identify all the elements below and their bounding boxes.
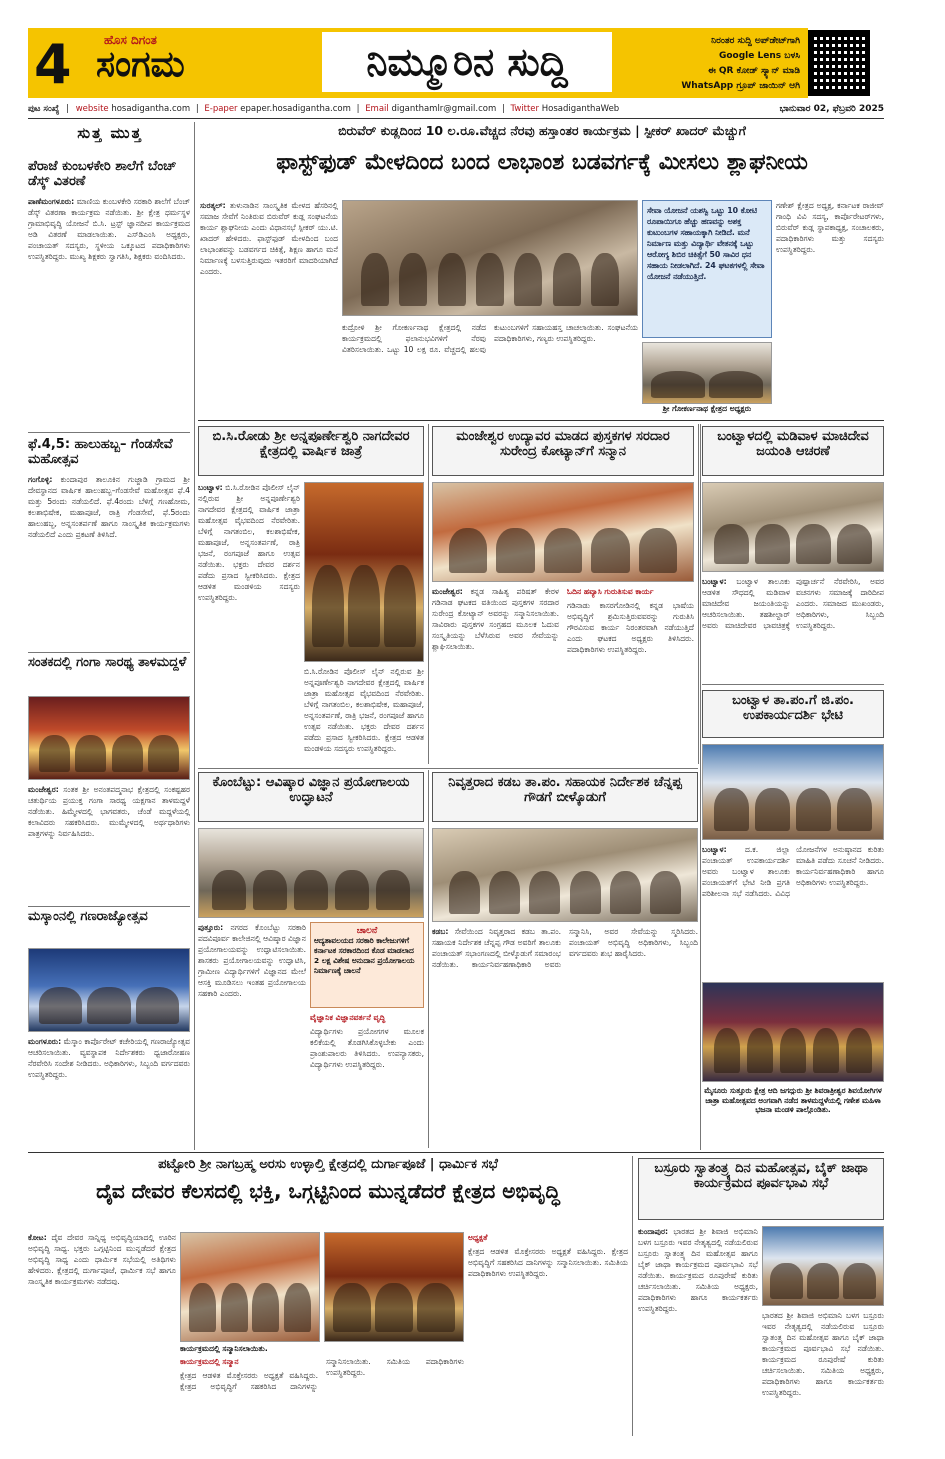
story-kicker: ಮಂಜೇಶ್ವರ: — [432, 587, 463, 596]
story-kicker: ಕೋಟ: — [28, 1233, 47, 1242]
divider — [198, 768, 698, 769]
story-photo — [702, 482, 884, 572]
story-photo — [28, 948, 190, 1032]
page-number: 4 — [34, 33, 72, 96]
lead-text: ಗಣೇಶ್ ಕ್ಷೇತ್ರದ ಅಧ್ಯಕ್ಷ, ಕರ್ನಾಟಕ ರಾಜೀವ್ ಗಾಂಧಿ ವಿವಿ ಸದಸ್ಯ, ಕಾರ್ಪೊರೇಟರ್‌ಗಳು, ಬಿರುವೆರ್ ಕುಡ್ಲ ಸ್ಥಾಪಕಾಧ್ಯಕ್ಷ, ಸಂಚಾಲಕರು, ಪದಾಧಿಕಾರಿಗಳು ಮತ್ತು ಸದಸ್ಯರು ಉಪಸ್ಥಿತರಿದ್ದರು. — [776, 201, 884, 254]
divider — [28, 906, 190, 907]
story-text: ಬಿ.ಸಿ.ರೋಡಿನ ಪೊಲೀಸ್ ಲೈನ್ ನಲ್ಲಿರುವ ಶ್ರೀ ಅನ್ನಪೂರ್ಣೇಶ್ವರಿ ನಾಗದೇವರ ಕ್ಷೇತ್ರದಲ್ಲಿ ವಾರ್ಷಿಕ ಜಾತ್ರಾ ಮಹೋತ್ಸವ ವೈಭವದಿಂದ ನೆರವೇರಿತು. ಬೆಳಿಗ್ಗೆ ನಾಗತಂಬಿಲ, ಕಲಶಾಭಿಷೇಕ, ಮಹಾಪೂಜೆ, ಅನ್ನಸಂತರ್ಪಣೆ, ರಾತ್ರಿ ಭಜನೆ, ರಂಗಪೂಜೆ ಹಾಗೂ ಉತ್ಸವ ನಡೆಯಿತು. ಭಕ್ತರು ದೇವರ ದರ್ಶನ ಪಡೆದು ಪ್ರಸಾದ ಸ್ವೀಕರಿಸಿದರು. ಕ್ಷೇತ್ರದ ಆಡಳಿತ ಮಂಡಳಿಯ ಸದಸ್ಯರು ಉಪಸ್ಥಿತರಿದ್ದರು. — [304, 667, 424, 753]
story-text: ಭಾರತದ ಶ್ರೀ ಶಿವಾಜಿ ಅಭಿಮಾನಿ ಬಳಗ ಬಸ್ರೂರು ಇವರ ನೇತೃತ್ವದಲ್ಲಿ ನಡೆಯಲಿರುವ ಬಸ್ರೂರು ಸ್ವಾತಂತ್ರ್ಯ ದಿನ ಮಹೋತ್ಸವ ಹಾಗೂ ಬೈಕ್ ಜಾಥಾ ಕಾರ್ಯಕ್ರಮದ ಪೂರ್ವಭಾವಿ ಸಭೆ ನಡೆಯಿತು. ಕಾರ್ಯಕ್ರಮದ ರೂಪುರೇಷೆ ಕುರಿತು ಚರ್ಚಿಸಲಾಯಿತು. ಸಮಿತಿಯ ಅಧ್ಯಕ್ಷರು, ಪದಾಧಿಕಾರಿಗಳು ಹಾಗೂ ಕಾರ್ಯಕರ್ತರು ಉಪಸ್ಥಿತರಿದ್ದರು. — [762, 1311, 884, 1397]
story-text: ಮೆಸ್ಕಾಂ ಕಾರ್ಪೊರೇಟ್ ಕಚೇರಿಯಲ್ಲಿ ಗಣರಾಜ್ಯೋತ್ಸವ ಆಚರಿಸಲಾಯಿತು. ವ್ಯವಸ್ಥಾಪಕ ನಿರ್ದೇಶಕರು ಧ್ವಜಾರೋಹಣ ನೆರವೇರಿಸಿ ಸಂದೇಶ ನೀಡಿದರು. ಅಧಿಕಾರಿಗಳು, ಸಿಬ್ಬಂದಿ ವರ್ಗದವರು ಉಪಸ್ಥಿತರಿದ್ದರು. — [28, 1037, 190, 1079]
story-body — [638, 1226, 758, 1434]
divider — [198, 420, 884, 421]
story-body — [198, 922, 306, 1144]
story-photo — [702, 982, 884, 1082]
story-photo — [702, 744, 884, 840]
column-rule — [698, 424, 699, 764]
story-photo — [762, 1226, 884, 1306]
sidebar-box — [310, 922, 424, 1008]
story-text: ಕನ್ನಡ ಸಾಹಿತ್ಯ ಪರಿಷತ್ ಕೇರಳ ಗಡಿನಾಡ ಘಟಕದ ವತಿಯಿಂದ ಪುಸ್ತಕಗಳ ಸರದಾರ ಸುರೇಂದ್ರ ಕೋಟ್ಯಾನ್ ಅವರನ್ನು ಸನ್ಮಾನಿಸಲಾಯಿತು. ಸಾವಿರಾರು ಪುಸ್ತಕಗಳ ಸಂಗ್ರಹದ ಮೂಲಕ ಓದುವ ಸಂಸ್ಕೃತಿಯನ್ನು ಬೆಳೆಸಿರುವ ಅವರ ಸೇವೆಯನ್ನು ಶ್ಲಾಘಿಸಲಾಯಿತು. — [432, 587, 559, 651]
story-text: ಬಂಟ್ವಾಳ ತಾಲೂಕು ಆಡಳಿತ ಸೌಧದಲ್ಲಿ ಮಡಿವಾಳ ಮಾಚಿದೇವ ಜಯಂತಿಯನ್ನು ಆಚರಿಸಲಾಯಿತು. ತಹಶೀಲ್ದಾರ್ ಅವರು ಮಾಚಿದೇವರ ಭಾವಚಿತ್ರಕ್ಕೆ ಪುಷ್ಪಾರ್ಚನೆ ನೆರವೇರಿಸಿ, ಅವರ ವಚನಗಳು ಸಮಾಜಕ್ಕೆ ದಾರಿದೀಪ ಎಂದರು. ಸಮಾಜದ ಮುಖಂಡರು, ಅಧಿಕಾರಿಗಳು, ಸಿಬ್ಬಂದಿ ಉಪಸ್ಥಿತರಿದ್ದರು. — [702, 577, 884, 630]
qr-caption-line: ನಿರಂತರ ಸುದ್ದಿ ಅಪ್‌ಡೇಟ್‌ಗಾಗಿ — [711, 36, 800, 46]
column-rule — [700, 424, 701, 1150]
story-body-cont — [310, 1012, 424, 1144]
story-text: ಕುಂದಾಪುರ ತಾಲೂಕಿನ ಗುಜ್ಜಾಡಿ ಗ್ರಾಮದ ಶ್ರೀ ದೇವಸ್ಥಾನದ ವಾರ್ಷಿಕ ಹಾಲುಹಬ್ಬ–ಗೆಂಡಸೇವೆ ಮಹೋತ್ಸವ ಫೆ.4 ಮತ್ತು 5ರಂದು ನಡೆಯಲಿದೆ. ಫೆ.4ರಂದು ಬೆಳಿಗ್ಗೆ ಗಣಹೋಮ, ಕಲಶಾಭಿಷೇಕ, ಮಹಾಪೂಜೆ, ರಾತ್ರಿ ಗೆಂಡಸೇವೆ, ಫೆ.5ರಂದು ಹಾಲುಹಬ್ಬ, ಅನ್ನಸಂತರ್ಪಣೆ ಹಾಗೂ ಸಾಂಸ್ಕೃತಿಕ ಕಾರ್ಯಕ್ರಮಗಳು ನಡೆಯಲಿದೆ ಎಂದು ಪ್ರಕಟಣೆ ತಿಳಿಸಿದೆ. — [28, 475, 190, 539]
lead-photo — [342, 200, 638, 316]
story-photo — [432, 482, 694, 582]
story-text: ಕ್ಷೇತ್ರದ ಆಡಳಿತ ಮೊಕ್ತೇಸರರು ಅಧ್ಯಕ್ಷತೆ ವಹಿಸಿದ್ದರು. ಕ್ಷೇತ್ರದ ಅಭಿವೃದ್ಧಿಗೆ ಸಹಕರಿಸಿದ ದಾನಿಗಳನ್ನು ಸನ್ಮಾನಿಸಲಾಯಿತು. ಸಮಿತಿಯ ಪದಾಧಿಕಾರಿಗಳು ಉಪಸ್ಥಿತರಿದ್ದರು. — [468, 1247, 628, 1278]
story-headline: ಬಂಟ್ವಾಳ ತಾ.ಪಂ.ಗೆ ಜಿ.ಪಂ. ಉಪಕಾರ್ಯದರ್ಶಿ ಭೇಟಿ — [732, 693, 854, 723]
qr-caption-line: WhatsApp ಗ್ರೂಪ್ ಜಾಯಿನ್ ಆಗಿ — [681, 81, 800, 91]
story-photo — [180, 1232, 320, 1342]
story-headline: ಫೆ.4,5: ಹಾಲುಹಬ್ಬ– ಗೆಂಡಸೇವೆ ಮಹೋತ್ಸವ — [28, 437, 173, 467]
story-headline: ಮಂಜೇಶ್ವರ ಉದ್ಯಾವರ ಮಾಡದ ಪುಸ್ತಕಗಳ ಸರದಾರ ಸುರೇಂದ್ರ ಕೋಟ್ಯಾನ್‌ಗೆ ಸನ್ಮಾನ — [456, 429, 670, 459]
story-text: ಭಾರತದ ಶ್ರೀ ಶಿವಾಜಿ ಅಭಿಮಾನಿ ಬಳಗ ಬಸ್ರೂರು ಇವರ ನೇತೃತ್ವದಲ್ಲಿ ನಡೆಯಲಿರುವ ಬಸ್ರೂರು ಸ್ವಾತಂತ್ರ್ಯ ದಿನ ಮಹೋತ್ಸವ ಹಾಗೂ ಬೈಕ್ ಜಾಥಾ ಕಾರ್ಯಕ್ರಮದ ಪೂರ್ವಭಾವಿ ಸಭೆ ನಡೆಯಿತು. ಕಾರ್ಯಕ್ರಮದ ರೂಪುರೇಷೆ ಕುರಿತು ಚರ್ಚಿಸಲಾಯಿತು. ಸಮಿತಿಯ ಅಧ್ಯಕ್ಷರು, ಪದಾಧಿಕಾರಿಗಳು ಹಾಗೂ ಕಾರ್ಯಕರ್ತರು ಉಪಸ್ಥಿತರಿದ್ದರು. — [638, 1227, 758, 1313]
story-body — [198, 482, 300, 756]
story-kicker: ಮಂಗಳೂರು: — [28, 1037, 62, 1046]
story-subhead: ಕಾರ್ಯಕ್ರಮದಲ್ಲಿ ಸನ್ಮಾನ — [180, 1357, 239, 1366]
lead-highlight: ಸೇವಾ ಯೋಜನೆ ಯಶಸ್ವಿ ಒಟ್ಟು 10 ಕೋಟಿ ರೂಪಾಯಿಗೂ ಹೆಚ್ಚು ಹಣವನ್ನು ಅಶಕ್ತ ಕುಟುಂಬಗಳ ಸಹಾಯಕ್ಕಾಗಿ ನೀಡಿದೆ. ಮನೆ ನಿರ್ಮಾಣ ಮತ್ತು ವಿದ್ಯಾರ್ಥಿ ವೇತನಕ್ಕೆ ಒಟ್ಟು ಆರೋಗ್ಯ ಶಿಬಿರ ಚಿಕಿತ್ಸೆಗೆ 50 ಸಾವಿರ ಧನ ಸಹಾಯ ನೀಡಲಾಗಿದೆ. 24 ಘಟಕಗಳಲ್ಲಿ ಸೇವಾ ಯೋಜನೆ ನಡೆಯುತ್ತಿದೆ. — [647, 206, 765, 281]
story-body-cont — [304, 666, 424, 756]
story-text: ಕ್ಷೇತ್ರದ ಆಡಳಿತ ಮೊಕ್ತೇಸರರು ಅಧ್ಯಕ್ಷತೆ ವಹಿಸಿದ್ದರು. ಕ್ಷೇತ್ರದ ಅಭಿವೃದ್ಧಿಗೆ ಸಹಕರಿಸಿದ ದಾನಿಗಳನ್ನು ಸನ್ಮಾನಿಸಲಾಯಿತು. ಸಮಿತಿಯ ಪದಾಧಿಕಾರಿಗಳು ಉಪಸ್ಥಿತರಿದ್ದರು. — [180, 1357, 464, 1391]
story-text: ಸೇವೆಯಿಂದ ನಿವೃತ್ತರಾದ ಕಡಬ ತಾ.ಪಂ. ಸಹಾಯಕ ನಿರ್ದೇಶಕ ಚೆನ್ನಪ್ಪ ಗೌಡ ಅವರಿಗೆ ತಾಲೂಕು ಪಂಚಾಯತ್ ಸಭಾಂಗಣದಲ್ಲಿ ಬೀಳ್ಕೊಡುಗೆ ಸಮಾರಂಭ ನಡೆಯಿತು. ಕಾರ್ಯನಿರ್ವಹಣಾಧಿಕಾರಿ ಅವರು ಸನ್ಮಾನಿಸಿ, ಅವರ ಸೇವೆಯನ್ನು ಸ್ಮರಿಸಿದರು. ಪಂಚಾಯತ್ ಅಭಿವೃದ್ಧಿ ಅಧಿಕಾರಿಗಳು, ಸಿಬ್ಬಂದಿ ವರ್ಗದವರು ಶುಭ ಹಾರೈಸಿದರು. — [432, 927, 698, 969]
sidebar-title: ಚಾಲನೆ — [356, 926, 378, 936]
story-body-cont — [468, 1232, 628, 1432]
story-body — [28, 474, 190, 650]
story-kicker: ಬಂಟ್ವಾಳ: — [702, 577, 727, 586]
lead-highlight-box — [642, 200, 772, 338]
twitter-label: Twitter — [510, 104, 540, 114]
story-text: ವಿದ್ಯಾರ್ಥಿಗಳು ಪ್ರಯೋಗಗಳ ಮೂಲಕ ಕಲಿಕೆಯಲ್ಲಿ ತೊಡಗಿಸಿಕೊಳ್ಳಬೇಕು ಎಂದು ಪ್ರಾಂಶುಪಾಲರು ತಿಳಿಸಿದರು. ಉಪನ್ಯಾಸಕರು, ವಿದ್ಯಾರ್ಥಿಗಳು ಉಪಸ್ಥಿತರಿದ್ದರು. — [310, 1027, 424, 1069]
divider — [28, 652, 190, 653]
lead-text: ಕುದ್ರೋಳಿ ಶ್ರೀ ಗೋಕರ್ಣನಾಥ ಕ್ಷೇತ್ರದಲ್ಲಿ ನಡೆದ ಕಾರ್ಯಕ್ರಮದಲ್ಲಿ ಫಲಾನುಭವಿಗಳಿಗೆ ನೆರವು ವಿತರಿಸಲಾಯಿತು. ಒಟ್ಟು 10 ಲಕ್ಷ ರೂ. ವೆಚ್ಚದಲ್ಲಿ ಹಲವು ಕುಟುಂಬಗಳಿಗೆ ಸಹಾಯಹಸ್ತ ಚಾಚಲಾಯಿತು. ಸಂಘಟನೆಯ ಪದಾಧಿಕಾರಿಗಳು, ಗಣ್ಯರು ಉಪಸ್ಥಿತರಿದ್ದರು. — [342, 323, 638, 354]
story-text: ಬಿ.ಸಿ.ರೋಡಿನ ಪೊಲೀಸ್ ಲೈನ್ ನಲ್ಲಿರುವ ಶ್ರೀ ಅನ್ನಪೂರ್ಣೇಶ್ವರಿ ನಾಗದೇವರ ಕ್ಷೇತ್ರದಲ್ಲಿ ವಾರ್ಷಿಕ ಜಾತ್ರಾ ಮಹೋತ್ಸವ ವೈಭವದಿಂದ ನೆರವೇರಿತು. ಬೆಳಿಗ್ಗೆ ನಾಗತಂಬಿಲ, ಕಲಶಾಭಿಷೇಕ, ಮಹಾಪೂಜೆ, ಅನ್ನಸಂತರ್ಪಣೆ, ರಾತ್ರಿ ಭಜನೆ, ರಂಗಪೂಜೆ ಹಾಗೂ ಉತ್ಸವ ನಡೆಯಿತು. ಭಕ್ತರು ದೇವರ ದರ್ಶನ ಪಡೆದು ಪ್ರಸಾದ ಸ್ವೀಕರಿಸಿದರು. ಕ್ಷೇತ್ರದ ಆಡಳಿತ ಮಂಡಳಿಯ ಸದಸ್ಯರು ಉಪಸ್ಥಿತರಿದ್ದರು. — [198, 483, 300, 602]
masthead-rule — [28, 118, 884, 119]
email-label: Email — [365, 104, 389, 114]
story-headline: ಬಸ್ರೂರು ಸ್ವಾತಂತ್ರ್ಯ ದಿನ ಮಹೋತ್ಸವ, ಬೈಕ್ ಜಾಥಾ ಕಾರ್ಯಕ್ರಮದ ಪೂರ್ವಭಾವಿ ಸಭೆ — [654, 1161, 868, 1191]
column-rule — [428, 770, 429, 1148]
sutta-mutta-label: ಸುತ್ತ ಮುತ್ತ — [77, 124, 143, 142]
column-rule — [632, 1156, 633, 1436]
website-label: website — [75, 104, 109, 114]
qr-caption-line: ಈ QR ಕೋಡ್ ಸ್ಕ್ಯಾನ್ ಮಾಡಿ — [707, 66, 800, 76]
email-link[interactable]: diganthamlr@gmail.com — [391, 104, 497, 114]
story-body — [702, 844, 884, 978]
story-subhead: ಅಧ್ಯಕ್ಷತೆ — [468, 1233, 488, 1242]
photo-caption: ಮೈಸೂರು ಸುತ್ತೂರು ಕ್ಷೇತ್ರ ಆದಿ ಜಗದ್ಗುರು ಶ್ರೀ ಶಿವರಾತ್ರೀಶ್ವರ ಶಿವಯೋಗಿಗಳ ಜಾತ್ರಾ ಮಹೋತ್ಸವದ ಅಂಗವಾಗಿ ನಡೆದ ತಾಳಮದ್ದಳೆಯಲ್ಲಿ ಗಣೇಶ ಮಹಿಳಾ ಭಜನಾ ಮಂಡಳಿ ಪಾಲ್ಗೊಂಡಿತು. — [704, 1086, 882, 1114]
story-kicker: ಮಂಜೇಶ್ವರ: — [28, 785, 59, 794]
story-headline: ಮಸ್ಕಾಂನಲ್ಲಿ ಗಣರಾಜ್ಯೋತ್ಸವ — [28, 909, 148, 924]
story-photo — [198, 828, 424, 918]
story-text: ಗಡಿನಾಡು ಕಾಸರಗೋಡಿನಲ್ಲಿ ಕನ್ನಡ ಭಾಷೆಯ ಅಭಿವೃದ್ಧಿಗೆ ಶ್ರಮಿಸುತ್ತಿರುವವರನ್ನು ಗುರುತಿಸಿ ಗೌರವಿಸುವ ಕಾರ್ಯ ನಿರಂತರವಾಗಿ ನಡೆಯುತ್ತಿದೆ ಎಂದು ಘಟಕದ ಅಧ್ಯಕ್ಷರು ತಿಳಿಸಿದರು. ಪದಾಧಿಕಾರಿಗಳು ಉಪಸ್ಥಿತರಿದ್ದರು. — [567, 601, 694, 654]
strap-label: ಪುಟ ಸಂಖ್ಯೆ — [28, 104, 60, 114]
twitter-link[interactable]: HosadiganthaWeb — [541, 104, 620, 114]
story-photo — [304, 482, 424, 662]
story-kicker: ಪಾಣೆಮಂಗಳೂರು: — [28, 197, 75, 206]
divider — [28, 432, 190, 433]
story-body-cont — [180, 1356, 464, 1434]
story-headline: ದೈವ ದೇವರ ಕೆಲಸದಲ್ಲಿ ಭಕ್ತಿ, ಒಗ್ಗಟ್ಟಿನಿಂದ ಮುನ್ನಡೆದರೆ ಕ್ಷೇತ್ರದ ಅಭಿವೃದ್ಧಿ — [96, 1179, 560, 1203]
story-photo — [324, 1232, 464, 1342]
divider — [702, 684, 884, 685]
story-body — [702, 576, 884, 680]
lead-kicker: ಸುರತ್ಕಲ್: — [200, 201, 226, 210]
info-strap: ಪುಟ ಸಂಖ್ಯೆ | website hosadigantha.com | E-paper epaper.hosadigantha.com | Email diganthamlr@gmail.com | Twitter HosadiganthaWeb — [28, 104, 620, 114]
lead-body-left — [200, 200, 338, 410]
issue-date: ಭಾನುವಾರ 02, ಫೆಬ್ರವರಿ 2025 — [700, 102, 884, 116]
story-photo — [432, 828, 698, 922]
story-kicker: ಕುಂದಾಪುರ: — [638, 1227, 669, 1236]
website-link[interactable]: hosadigantha.com — [111, 104, 191, 114]
epaper-label: E-paper — [204, 104, 238, 114]
lead-inset-caption: ಶ್ರೀ ಗೋಕರ್ಣನಾಥ ಕ್ಷೇತ್ರದ ಅಧ್ಯಕ್ಷರು — [662, 404, 752, 413]
lead-inset-photo — [642, 342, 772, 404]
story-headline: ಸಂತಕದಲ್ಲಿ ಗಂಗಾ ಸಾರಥ್ಯ ತಾಳಮದ್ದಳೆ — [28, 655, 187, 670]
story-kicker: ಬಂಟ್ವಾಳ: — [702, 845, 727, 854]
story-text: ಸಂತಕ ಶ್ರೀ ಅನಂತಪದ್ಮನಾಭ ಕ್ಷೇತ್ರದಲ್ಲಿ ಸಂಕಷ್ಟಹರ ಚತುರ್ಥಿಯ ಪ್ರಯುಕ್ತ ಗಂಗಾ ಸಾರಥ್ಯ ಯಕ್ಷಗಾನ ತಾಳಮದ್ದಳೆ ನಡೆಯಿತು. ಹಿಮ್ಮೇಳದಲ್ಲಿ ಭಾಗವತರು, ಚೆಂಡೆ ಮದ್ದಳೆಯಲ್ಲಿ ಕಲಾವಿದರು ಸಹಕರಿಸಿದರು. ಮುಮ್ಮೇಳದಲ್ಲಿ ಅರ್ಥಧಾರಿಗಳು ಪಾತ್ರಗಳನ್ನು ನಿರ್ವಹಿಸಿದರು. — [28, 785, 190, 838]
story-kicker: ಕಡಬ: — [432, 927, 449, 936]
lead-headline: ಫಾಸ್ಟ್‌ಫುಡ್ ಮೇಳದಿಂದ ಬಂದ ಲಾಭಾಂಶ ಬಡವರ್ಗಕ್ಕೆ ಮೀಸಲು ಶ್ಲಾಘನೀಯ — [276, 150, 808, 175]
column-rule — [194, 122, 195, 1150]
story-body-cont — [762, 1310, 884, 1434]
lead-strap: ಬಿರುವೆರ್ ಕುಡ್ಲದಿಂದ 10 ಲ.ರೂ.ವೆಚ್ಚದ ನೆರವು ಹಸ್ತಾಂತರ ಕಾರ್ಯಕ್ರಮ | ಸ್ಪೀಕರ್ ಖಾದರ್ ಮೆಚ್ಚುಗೆ — [338, 123, 746, 138]
story-headline: ಕೊಂಬೆಟ್ಟು: ಆವಿಷ್ಕಾರ ವಿಜ್ಞಾನ ಪ್ರಯೋಗಾಲಯ ಉದ್ಘಾಟನೆ — [212, 775, 410, 805]
story-body — [28, 784, 190, 904]
story-kicker: ಪುತ್ತೂರು: — [198, 923, 224, 932]
divider — [28, 1152, 884, 1153]
story-headline: ಪೆರಾಜೆ ಕುಂಬಳಕೇರಿ ಶಾಲೆಗೆ ಬೆಂಚ್ ಡೆಸ್ಕ್ ವಿತರಣೆ — [28, 159, 177, 189]
story-headline: ನಿವೃತ್ತರಾದ ಕಡಬ ತಾ.ಪಂ. ಸಹಾಯಕ ನಿರ್ದೇಶಕ ಚೆನ್ನಪ್ಪ ಗೌಡಗೆ ಬೀಳ್ಕೊಡುಗೆ — [448, 775, 682, 805]
qr-caption-line: Google Lens ಬಳಸಿ — [718, 51, 800, 61]
story-strap: ಪಟ್ಟೋರಿ ಶ್ರೀ ನಾಗಬ್ರಹ್ಮ ಅರಸು ಉಳ್ಳಾಲ್ತಿ ಕ್ಷೇತ್ರದಲ್ಲಿ ದುರ್ಗಾಪೂಜೆ | ಧಾರ್ಮಿಕ ಸಭೆ — [158, 1157, 498, 1172]
story-text: ಮಾಣಿಯ ಕುಂಬಳಕೇರಿ ಸರಕಾರಿ ಶಾಲೆಗೆ ಬೆಂಚ್ ಡೆಸ್ಕ್ ವಿತರಣಾ ಕಾರ್ಯಕ್ರಮ ನಡೆಯಿತು. ಶ್ರೀ ಕ್ಷೇತ್ರ ಧರ್ಮಸ್ಥಳ ಗ್ರಾಮಾಭಿವೃದ್ಧಿ ಯೋಜನೆ ಬಿ.ಸಿ. ಟ್ರಸ್ಟ್ ಜ್ಞಾನದೀಪ ಕಾರ್ಯಕ್ರಮದ ಅಡಿ ವಿತರಣೆ ಮಾಡಲಾಯಿತು. ಎಸ್‌ಡಿಎಂಸಿ ಅಧ್ಯಕ್ಷರು, ಪಂಚಾಯತ್ ಸದಸ್ಯರು, ಸ್ಥಳೀಯ ಒಕ್ಕೂಟದ ಪದಾಧಿಕಾರಿಗಳು ಉಪಸ್ಥಿತರಿದ್ದರು. ಮುಖ್ಯ ಶಿಕ್ಷಕರು ಸ್ವಾಗತಿಸಿ, ಶಿಕ್ಷಕರು ವಂದಿಸಿದರು. — [28, 197, 190, 261]
story-body — [28, 1036, 190, 1144]
story-photo — [28, 696, 190, 780]
story-subhead: ವೈಜ್ಞಾನಿಕ ವಿಜ್ಞಾನವರ್ತನೆ ವೃದ್ಧಿ — [310, 1013, 386, 1022]
epaper-link[interactable]: epaper.hosadigantha.com — [240, 104, 351, 114]
story-kicker: ಬಂಟ್ವಾಳ: — [198, 483, 223, 492]
story-body — [28, 196, 190, 426]
story-text: ದೈವ ದೇವರ ಸಾನ್ನಿಧ್ಯ ಅಭಿವೃದ್ಧಿಯಾದಲ್ಲಿ ಊರಿನ ಅಭಿವೃದ್ಧಿ ಸಾಧ್ಯ. ಭಕ್ತರು ಒಗ್ಗಟ್ಟಿನಿಂದ ಮುನ್ನಡೆದರೆ ಕ್ಷೇತ್ರದ ಅಭಿವೃದ್ಧಿ ಸಾಧ್ಯ ಎಂದು ಧಾರ್ಮಿಕ ಸಭೆಯಲ್ಲಿ ಅತಿಥಿಗಳು ಹೇಳಿದರು. ಕ್ಷೇತ್ರದಲ್ಲಿ ದುರ್ಗಾಪೂಜೆ, ಧಾರ್ಮಿಕ ಸಭೆ ಹಾಗೂ ಸಾಂಸ್ಕೃತಿಕ ಕಾರ್ಯಕ್ರಮಗಳು ನಡೆದವು. — [28, 1233, 176, 1286]
column-rule — [428, 424, 429, 764]
sidebar-text: ಆದ್ಯತಾವಲಯದ ಸರಕಾರಿ ಕಾಲೇಜುಗಳಿಗೆ ಕರ್ನಾಟಕ ಸರಕಾರದಿಂದ ಕೊಡ ಮಾಡಲಾದ 2 ಲಕ್ಷ ವಿಶೇಷ ಅನುದಾನ ಪ್ರಯೋಗಾಲಯ ನಿರ್ಮಾಣಕ್ಕೆ ಚಾಲನೆ — [314, 936, 415, 975]
qr-code[interactable] — [808, 30, 870, 96]
story-headline: ಬಂಟ್ವಾಳದಲ್ಲಿ ಮಡಿವಾಳ ಮಾಚಿದೇವ ಜಯಂತಿ ಆಚರಣೆ — [717, 429, 869, 459]
lead-body-mid — [342, 322, 638, 412]
story-text: ದ.ಕ. ಜಿಲ್ಲಾ ಪಂಚಾಯತ್ ಉಪಕಾರ್ಯದರ್ಶಿ ಅವರು ಬಂಟ್ವಾಳ ತಾಲೂಕು ಪಂಚಾಯತ್‌ಗೆ ಭೇಟಿ ನೀಡಿ ಪ್ರಗತಿ ಪರಿಶೀಲನಾ ಸಭೆ ನಡೆಸಿದರು. ವಿವಿಧ ಯೋಜನೆಗಳ ಅನುಷ್ಠಾನದ ಕುರಿತು ಮಾಹಿತಿ ಪಡೆದು ಸೂಚನೆ ನೀಡಿದರು. ಕಾರ್ಯನಿರ್ವಹಣಾಧಿಕಾರಿ ಹಾಗೂ ಅಧಿಕಾರಿಗಳು ಉಪಸ್ಥಿತರಿದ್ದರು. — [702, 845, 884, 898]
story-body — [432, 926, 698, 1144]
story-body — [432, 586, 694, 758]
story-headline: ಬಿ.ಸಿ.ರೋಡು ಶ್ರೀ ಅನ್ನಪೂರ್ಣೇಶ್ವರಿ ನಾಗದೇವರ ಕ್ಷೇತ್ರದಲ್ಲಿ ವಾರ್ಷಿಕ ಜಾತ್ರೆ — [212, 429, 410, 459]
story-kicker: ಗಂಗೊಳ್ಳಿ: — [28, 475, 53, 484]
local-title: ನಿಮ್ಮೂರಿನ ಸುದ್ದಿ — [322, 32, 612, 92]
brand-logo: ಹೊಸ ದಿಗಂತ — [104, 33, 157, 47]
story-subhead: ಓದಿನ ಹವ್ಯಾಸಿ ಗುರುತಿಸುವ ಕಾರ್ಯ — [567, 587, 654, 596]
section-title: ಸಂಗಮ — [96, 44, 185, 85]
qr-caption — [630, 34, 800, 94]
lead-text: ತುಳುನಾಡಿನ ಸಾಂಸ್ಕೃತಿಕ ಮೇಳದ ಹೆಸರಿನಲ್ಲಿ ಸಮಾಜ ಸೇವೆಗೆ ನಿಂತಿರುವ ಬಿರುವೆರ್ ಕುಡ್ಲ ಸಂಘಟನೆಯ ಕಾರ್ಯ ಶ್ಲಾಘನೀಯ ಎಂದು ವಿಧಾನಸಭೆ ಸ್ಪೀಕರ್ ಯು.ಟಿ. ಖಾದರ್ ಹೇಳಿದರು. ಫಾಸ್ಟ್‌ಫುಡ್ ಮೇಳದಿಂದ ಬಂದ ಲಾಭಾಂಶವನ್ನು ಬಡವರ್ಗದ ಚಿಕಿತ್ಸೆ, ಶಿಕ್ಷಣ ಹಾಗೂ ಮನೆ ನಿರ್ಮಾಣಕ್ಕೆ ಬಳಸುತ್ತಿರುವುದು ಇತರರಿಗೆ ಮಾದರಿಯಾಗಿದೆ ಎಂದರು. — [200, 201, 338, 276]
story-text: ನಗರದ ಕೊಂಬೆಟ್ಟು ಸರಕಾರಿ ಪದವಿಪೂರ್ವ ಕಾಲೇಜಿನಲ್ಲಿ ಆವಿಷ್ಕಾರ ವಿಜ್ಞಾನ ಪ್ರಯೋಗಾಲಯವನ್ನು ಉದ್ಘಾಟಿಸಲಾಯಿತು. ಶಾಸಕರು ಪ್ರಯೋಗಾಲಯವನ್ನು ಉದ್ಘಾಟಿಸಿ, ಗ್ರಾಮೀಣ ವಿದ್ಯಾರ್ಥಿಗಳಿಗೆ ವಿಜ್ಞಾನದ ಮೇಲೆ ಆಸಕ್ತಿ ಮೂಡಿಸಲು ಇಂತಹ ಪ್ರಯೋಗಾಲಯ ಸಹಕಾರಿ ಎಂದರು. — [198, 923, 306, 998]
photo-caption: ಕಾರ್ಯಕ್ರಮದಲ್ಲಿ ಸನ್ಮಾನಿಸಲಾಯಿತು. — [180, 1344, 268, 1353]
story-body — [28, 1232, 176, 1432]
lead-body-right — [776, 200, 884, 412]
